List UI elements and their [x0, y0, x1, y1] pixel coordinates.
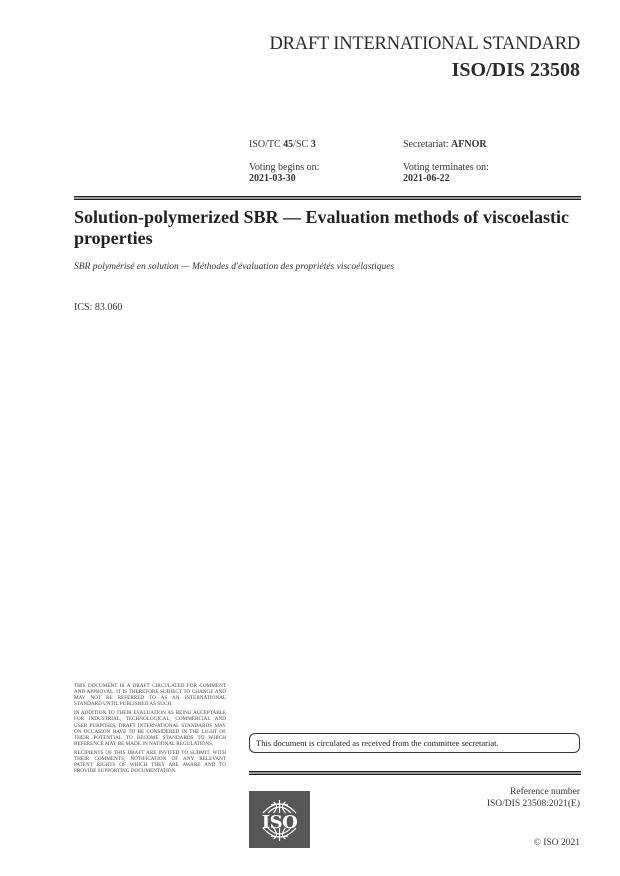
- iso-logo: [249, 791, 310, 848]
- voting-begins-label: Voting begins on:: [249, 162, 320, 173]
- reference-number: ISO/DIS 23508:2021(E): [486, 799, 580, 809]
- disclaimer-paragraph: RECIPIENTS OF THIS DRAFT ARE INVITED TO SUBMIT, WITH THEIR COMMENTS, NOTIFICATION OF ANY RELEVANT PATENT RIGHTS OF WHICH THEY ARE AWARE AND TO PROVIDE SUPPORTING DOCUMENTATION.: [74, 749, 226, 775]
- copyright-notice: © ISO 2021: [533, 838, 580, 848]
- committee-reference: ISO/TC 45/SC 3: [249, 139, 316, 150]
- disclaimer-paragraph: IN ADDITION TO THEIR EVALUATION AS BEING ACCEPTABLE FOR INDUSTRIAL, TECHNOLOGICAL, COMMERCIAL AND USER PURPOSES, DRAFT INTERNATIONAL STANDARDS MAY ON OCCASION HAVE TO BE CONSIDERED IN THE LIGHT OF THEIR POTENTIAL TO BECOME STANDARDS TO WHICH REFERENCE MAY BE MADE IN NATIONAL REGULATIONS.: [74, 710, 226, 747]
- circulation-notice: This document is circulated as received from the committee secretariat.: [249, 733, 580, 753]
- reference-number-label: Reference number: [510, 787, 580, 797]
- committee-tc-number: 45: [283, 139, 294, 150]
- document-number-heading: ISO/DIS 23508: [451, 59, 580, 81]
- document-title-french: SBR polymérisé en solution — Méthodes d'évaluation des propriétés viscoélastiques: [74, 262, 395, 272]
- committee-sc-number: 3: [310, 139, 316, 150]
- voting-begins-date: 2021-03-30: [249, 173, 296, 184]
- iso-globe-logo-icon: [249, 791, 310, 848]
- ics-code: ICS: 83.060: [74, 302, 123, 313]
- svg-text:ISO: ISO: [261, 812, 298, 833]
- voting-terminates-date: 2021-06-22: [403, 173, 450, 184]
- header-divider: [74, 196, 581, 200]
- secretariat: Secretariat: AFNOR: [403, 139, 487, 150]
- voting-begins: [249, 162, 319, 184]
- footer-divider: [249, 771, 581, 775]
- voting-terminates-label: Voting terminates on:: [403, 162, 489, 173]
- secretariat-value: AFNOR: [451, 139, 487, 150]
- draft-disclaimer: [74, 683, 226, 777]
- document-title: Solution-polymerized SBR — Evaluation methods of viscoelastic properties: [74, 207, 570, 248]
- voting-terminates: [403, 162, 489, 184]
- document-type-heading: DRAFT INTERNATIONAL STANDARD: [269, 34, 580, 54]
- disclaimer-paragraph: THIS DOCUMENT IS A DRAFT CIRCULATED FOR COMMENT AND APPROVAL. IT IS THEREFORE SUBJECT TO CHANGE AND MAY NOT BE REFERRED TO AS AN INTERNATIONAL STANDARD UNTIL PUBLISHED AS SUCH.: [74, 683, 226, 708]
